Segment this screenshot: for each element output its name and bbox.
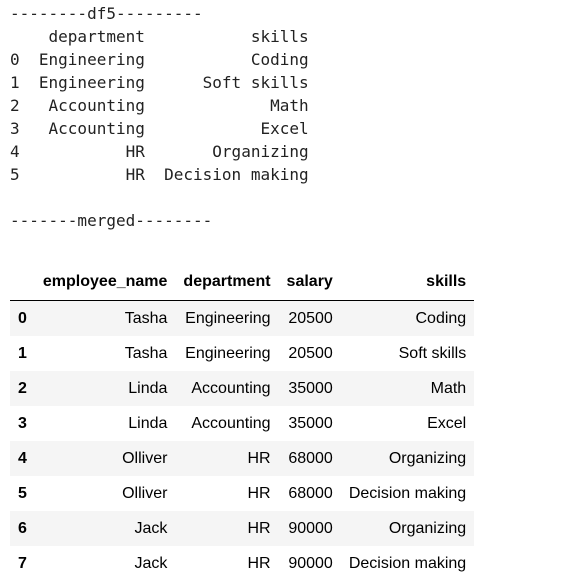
cell-employee-name: Linda: [128, 414, 168, 432]
column-header-salary: salary: [279, 264, 341, 301]
row-index: 0: [18, 309, 27, 327]
df5-row: 4 HR Organizing: [10, 142, 309, 161]
cell-employee-name: Olliver: [122, 449, 168, 467]
merged-header: -------merged--------: [10, 211, 213, 230]
column-header-employee-name: employee_name: [35, 264, 176, 301]
df5-header: --------df5---------: [10, 4, 203, 23]
cell-department: HR: [247, 484, 271, 502]
table-row: [10, 546, 474, 581]
cell-salary: 20500: [288, 344, 333, 362]
row-index: 5: [18, 484, 27, 502]
table-row: [10, 371, 474, 406]
merged-dataframe-table: [10, 264, 474, 581]
column-header-skills: skills: [341, 264, 474, 301]
cell-department: Accounting: [191, 379, 271, 397]
cell-salary: 90000: [288, 554, 333, 572]
cell-department: HR: [247, 554, 271, 572]
row-index: 6: [18, 519, 27, 537]
df5-columns: department skills: [10, 27, 309, 46]
row-index: 4: [18, 449, 27, 467]
column-header-department: department: [175, 264, 278, 301]
cell-department: Engineering: [185, 309, 271, 327]
cell-skills: Excel: [427, 414, 467, 432]
row-index: 1: [18, 344, 27, 362]
cell-department: Accounting: [191, 414, 271, 432]
cell-employee-name: Tasha: [124, 309, 168, 327]
df5-row: 1 Engineering Soft skills: [10, 73, 309, 92]
cell-skills: Organizing: [388, 449, 467, 467]
df5-row: 2 Accounting Math: [10, 96, 309, 115]
row-index: 2: [18, 379, 27, 397]
table-row: [10, 441, 474, 476]
row-index: 7: [18, 554, 27, 572]
cell-employee-name: Jack: [134, 519, 168, 537]
table-row: [10, 336, 474, 371]
df5-row: 5 HR Decision making: [10, 165, 309, 184]
cell-salary: 68000: [288, 449, 333, 467]
cell-skills: Soft skills: [398, 344, 467, 362]
cell-salary: 68000: [288, 484, 333, 502]
cell-salary: 20500: [288, 309, 333, 327]
cell-skills: Coding: [415, 309, 467, 327]
cell-skills: Organizing: [388, 519, 467, 537]
cell-department: Engineering: [185, 344, 271, 362]
table-row: [10, 511, 474, 546]
cell-salary: 35000: [288, 379, 333, 397]
cell-department: HR: [247, 519, 271, 537]
cell-employee-name: Tasha: [124, 344, 168, 362]
cell-department: HR: [247, 449, 271, 467]
index-header: [10, 264, 35, 301]
df5-row: 0 Engineering Coding: [10, 50, 309, 69]
cell-employee-name: Linda: [128, 379, 168, 397]
cell-employee-name: Jack: [134, 554, 168, 572]
cell-skills: Decision making: [348, 484, 467, 502]
df5-row: 3 Accounting Excel: [10, 119, 309, 138]
table-row: [10, 476, 474, 511]
cell-skills: Decision making: [348, 554, 467, 572]
row-index: 3: [18, 414, 27, 432]
cell-salary: 35000: [288, 414, 333, 432]
table-header-row: [10, 264, 474, 301]
cell-skills: Math: [430, 379, 467, 397]
cell-salary: 90000: [288, 519, 333, 537]
table-row: [10, 301, 474, 337]
cell-employee-name: Olliver: [122, 484, 168, 502]
table-row: [10, 406, 474, 441]
